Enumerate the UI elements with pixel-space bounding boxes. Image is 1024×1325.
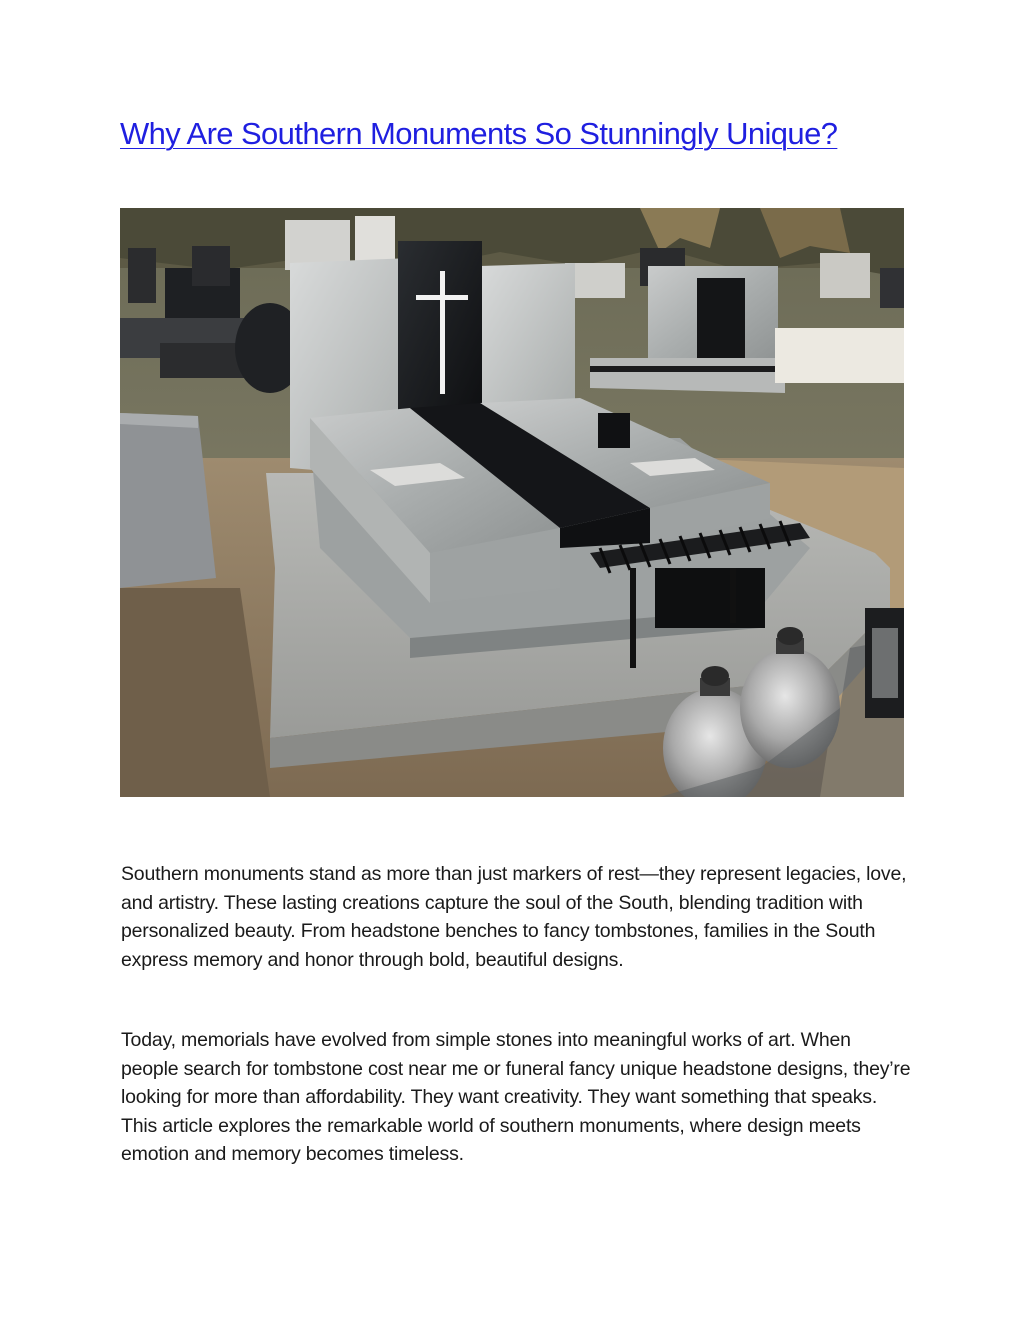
paragraph-intro: Southern monuments stand as more than just markers of rest—they represent legacies, love, and artistry. These lasting creations capture the soul of the South, blending tradition with personalized beauty. From headstone benches to fancy tombstones, families in the South express memory and honor through bold, beautiful designs.	[121, 863, 907, 971]
monument-photo-drawing	[120, 208, 904, 797]
paragraph-evolution: Today, memorials have evolved from simple stones into meaningful works of art. When people search for tombstone cost near me or funeral fancy unique headstone designs, they’re looking for more than affordability. They want creativity. They want something that speaks. This article explores the remarkable world of southern monuments, where design meets emotion and memory becomes timeless.	[121, 1029, 911, 1166]
article-title-link[interactable]: Why Are Southern Monuments So Stunningly Unique?	[120, 116, 838, 151]
monument-photo	[120, 208, 904, 797]
